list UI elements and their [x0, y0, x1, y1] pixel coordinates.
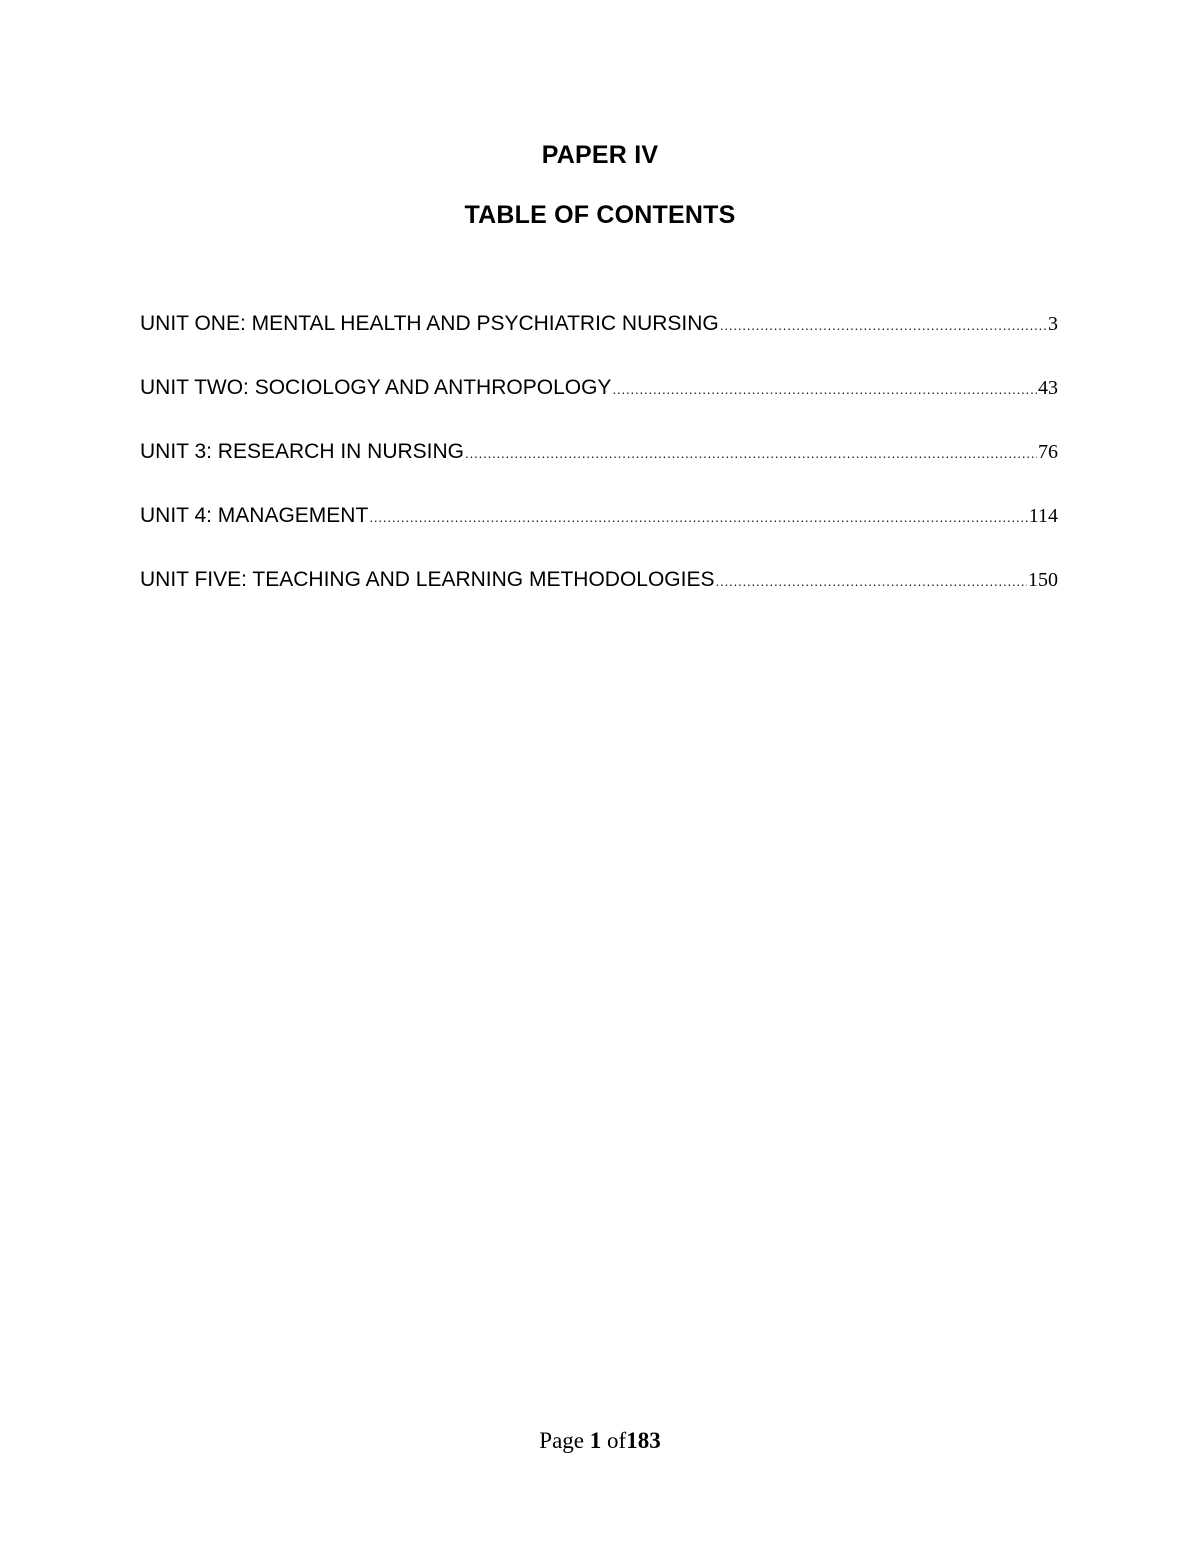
toc-entry-unit-five[interactable]	[140, 568, 1058, 632]
table-of-contents	[140, 312, 1058, 632]
toc-dot-leader	[465, 445, 1037, 461]
toc-entry-page-number: 43	[1038, 377, 1058, 399]
toc-dot-leader	[369, 509, 1027, 525]
document-title: PAPER IV	[541, 141, 659, 169]
toc-dot-leader	[716, 573, 1028, 589]
toc-entry-label: UNIT 4: MANAGEMENT	[140, 504, 369, 527]
toc-entry-unit-four[interactable]	[140, 504, 1058, 568]
toc-entry-unit-one[interactable]	[140, 312, 1058, 376]
toc-entry-page-number: 150	[1028, 569, 1058, 591]
toc-entry-label: UNIT TWO: SOCIOLOGY AND ANTHROPOLOGY	[140, 376, 612, 399]
toc-entry-unit-three[interactable]	[140, 440, 1058, 504]
footer-of-text: of	[607, 1428, 627, 1453]
toc-entry-label: UNIT 3: RESEARCH IN NURSING	[140, 440, 464, 463]
toc-entry-page-number: 76	[1038, 441, 1058, 463]
page-footer	[0, 1428, 1200, 1454]
toc-heading: TABLE OF CONTENTS	[464, 201, 736, 229]
footer-page-prefix: Page	[539, 1428, 585, 1453]
footer-total-pages: 183	[626, 1428, 661, 1453]
toc-entry-page-number: 3	[1048, 313, 1058, 335]
footer-current-page: 1	[589, 1428, 602, 1453]
toc-entry-label: UNIT FIVE: TEACHING AND LEARNING METHODOLOGIES	[140, 568, 715, 591]
toc-entry-page-number: 114	[1028, 505, 1058, 527]
toc-dot-leader	[720, 317, 1047, 333]
toc-entry-unit-two[interactable]	[140, 376, 1058, 440]
toc-dot-leader	[612, 381, 1037, 397]
toc-entry-label: UNIT ONE: MENTAL HEALTH AND PSYCHIATRIC NURSING	[140, 312, 719, 335]
